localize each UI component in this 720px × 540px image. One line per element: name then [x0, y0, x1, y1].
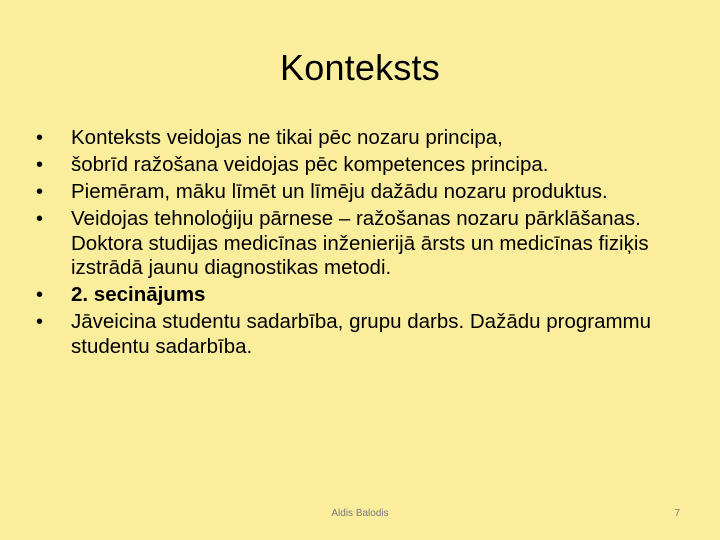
bullet-text: Konteksts veidojas ne tikai pēc nozaru principa, — [71, 126, 503, 149]
bullet-icon: • — [36, 154, 44, 176]
bullet-text: šobrīd ražošana veidojas pēc kompetences principa. — [71, 153, 549, 176]
bullet-item — [36, 153, 676, 178]
bullet-text: Veidojas tehnoloģiju pārnese – ražošanas nozaru pārklāšanas. Doktora studijas medicīnas inženierijā ārsts un medicīnas fiziķis izstrādā jaunu diagnostikas metodi. — [71, 207, 649, 279]
bullet-item — [36, 180, 676, 205]
bullet-item — [36, 283, 676, 308]
bullet-icon: • — [36, 208, 44, 230]
slide-title: Konteksts — [280, 47, 440, 88]
bullet-item — [36, 126, 676, 151]
bullet-icon: • — [36, 127, 44, 149]
bullet-icon: • — [36, 181, 44, 203]
bullet-icon: • — [36, 311, 44, 333]
bullet-item — [36, 310, 676, 359]
footer-author: Aldis Balodis — [331, 508, 389, 519]
bullet-text-conclusion: 2. secinājums — [71, 283, 206, 306]
bullet-item — [36, 207, 676, 281]
bullet-list — [36, 126, 676, 362]
bullet-text: Jāveicina studentu sadarbība, grupu darbs. Dažādu programmu studentu sadarbība. — [71, 310, 652, 358]
page-number: 7 — [674, 508, 680, 519]
bullet-text: Piemēram, māku līmēt un līmēju dažādu nozaru produktus. — [71, 180, 608, 203]
bullet-icon: • — [36, 284, 44, 306]
